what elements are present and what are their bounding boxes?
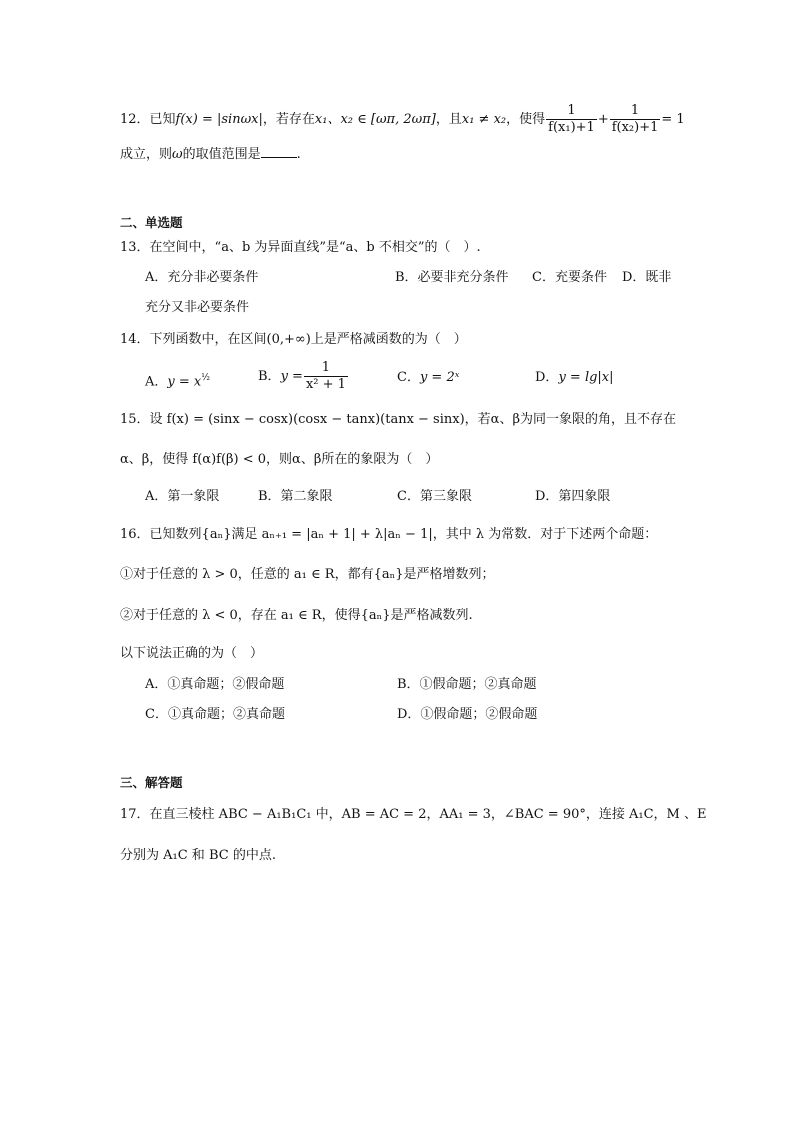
- q16-option-b[interactable]: B．①假命题；②真命题: [397, 677, 537, 692]
- q14-option-a[interactable]: A．$y = x^{\frac{1}{2}}$: [145, 373, 210, 390]
- q13-option-c[interactable]: C．充要条件: [532, 270, 607, 285]
- q16-option-d[interactable]: D．①假命题；②假命题: [397, 707, 538, 722]
- q16-stem: 16．已知数列{aₙ}满足 aₙ₊₁ = |aₙ + 1| + λ|aₙ − 1|，其中 λ 为常数．对于下述两个命题：: [120, 527, 658, 542]
- q12-fraction-1: $\frac{1}{\text{f(x₁)+1}}$: [548, 103, 595, 135]
- q15-option-c[interactable]: C．第三象限: [397, 489, 472, 504]
- q13-option-d-cont: 充分又非必要条件: [145, 300, 250, 315]
- q12-vars: x₁、x₂ ∈ [ωπ, 2ωπ]: [314, 112, 436, 127]
- q13-option-b[interactable]: B．必要非充分条件: [395, 270, 509, 285]
- answer-blank[interactable]: [261, 145, 297, 158]
- q12-neq: x₁ ≠ x₂: [461, 112, 507, 127]
- q16-option-a[interactable]: A．①真命题；②假命题: [145, 677, 285, 692]
- q14-option-c[interactable]: C．y = 2ˣ: [397, 370, 460, 385]
- section-heading-single-choice: 二、单选题: [120, 215, 183, 230]
- q16-proposition-2: ②对于任意的 λ < 0，存在 a₁ ∈ R，使得{aₙ}是严格减数列.: [120, 608, 473, 623]
- q12-omega: ω: [172, 147, 183, 162]
- q15-option-b[interactable]: B．第二象限: [258, 489, 333, 504]
- section-heading-solution: 三、解答题: [120, 775, 183, 790]
- q12-text-exists: ，若存在: [262, 112, 315, 127]
- q16-question: 以下说法正确的为（ ）: [120, 646, 264, 661]
- q17-line1: 17．在直三棱柱 ABC − A₁B₁C₁ 中，AB = AC = 2，AA₁ = 3，∠BAC = 90°，连接 A₁C，M 、E: [120, 807, 707, 822]
- q14-stem: 14．下列函数中，在区间(0,+∞)上是严格减函数的为（ ）: [120, 332, 467, 347]
- q15-option-d[interactable]: D．第四象限: [535, 489, 611, 504]
- q12-function: f(x) = |sinωx|: [175, 112, 263, 127]
- q12-prefix: 12．已知: [120, 112, 176, 127]
- q15-stem-line2: α、β，使得 f(α)f(β) < 0，则α、β所在的象限为（ ）: [120, 452, 439, 467]
- q16-proposition-1: ①对于任意的 λ > 0，任意的 a₁ ∈ R，都有{aₙ}是严格增数列；: [120, 567, 495, 582]
- q17-line2: 分别为 A₁C 和 BC 的中点.: [120, 848, 276, 863]
- q14-option-d[interactable]: D．y = lg|x|: [535, 370, 614, 385]
- q12-line2: 成立，则ω的取值范围是 .: [120, 147, 301, 162]
- q15-option-a[interactable]: A．第一象限: [145, 489, 220, 504]
- q15-stem-line1: 15．设 f(x) = (sinx − cosx)(cosx − tanx)(tanx − sinx)，若α、β为同一象限的角，且不存在: [120, 412, 676, 427]
- q12-equals: = 1: [661, 112, 685, 127]
- q13-option-d[interactable]: D．既非: [622, 270, 672, 285]
- q14-option-b[interactable]: B．y = $\frac{1}{\text{x² + 1}}$: [258, 360, 346, 392]
- q13-stem: 13．在空间中，“a、b 为异面直线”是“a、b 不相交”的（ ）.: [120, 240, 481, 255]
- q12-text-and: ，且: [435, 112, 462, 127]
- q12-text-such: ，使得: [506, 112, 546, 127]
- q12-plus: +: [597, 112, 609, 127]
- q16-option-c[interactable]: C．①真命题；②真命题: [145, 707, 285, 722]
- q14-b-fraction: $\frac{1}{\text{x² + 1}}$: [305, 360, 346, 392]
- q13-option-a[interactable]: A．充分非必要条件: [145, 270, 259, 285]
- q12-line1: [120, 103, 685, 136]
- q12-fraction-2: $\frac{1}{\text{f(x₂)+1}}$: [611, 103, 659, 135]
